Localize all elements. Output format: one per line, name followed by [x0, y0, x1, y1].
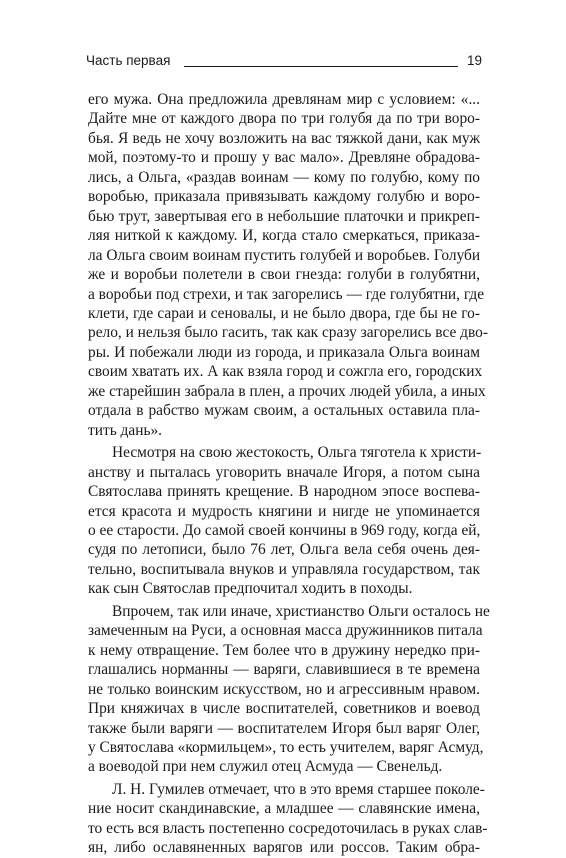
section-title: Часть первая: [86, 53, 171, 68]
text-line: ляя ниткой к каждому. И, когда стало смеркаться, приказа-: [88, 227, 480, 245]
text-line: лись, а Ольга, «раздав воинам — кому по голубю, кому по: [88, 168, 480, 186]
text-line: его мужа. Она предложила древлянам мир с условием: «...: [88, 91, 480, 108]
text-line: ян, либо ославяненных варягов или россов. Таким обра-: [88, 839, 480, 857]
text-line: бья. Я ведь не хочу возложить на вас тяжкой дани, как муж: [88, 129, 480, 147]
text-line: Святослава принять крещение. В народном эпосе воспева-: [88, 483, 480, 501]
text-line: ла Ольга своим воинам пустить голубей и воробьев. Голуби: [88, 246, 481, 264]
text-line: а воеводой при нем служил отец Асмуда — Свенельд.: [88, 758, 443, 776]
text-line: же старейшин забрала в плен, а прочих людей убила, а иных: [88, 382, 486, 400]
text-line: у Святослава «кормильцем», то есть учителем, варяг Асмуд,: [88, 738, 484, 756]
text-line: Дайте мне от каждого двора по три голубя да по три воро-: [88, 110, 480, 128]
text-line: ры. И побежали люди из города, и приказала Ольга воинам: [88, 343, 480, 361]
text-line: бью трут, завертывая его в небольшие платочки и прикреп-: [88, 207, 480, 225]
text-line: же и воробьи полетели в свои гнезда: голуби в голубятни,: [88, 266, 480, 284]
text-line: клети, где сараи и сеновалы, и не было двора, где бы не го-: [88, 304, 480, 322]
running-header: [86, 53, 482, 73]
paragraph: [88, 443, 480, 599]
paragraph: [88, 90, 488, 440]
text-line: тельно, воспитывала внуков и управляла государством, так: [88, 560, 480, 578]
text-line: тить дань».: [88, 421, 163, 439]
header-rule: [184, 66, 458, 67]
text-line: а воробьи под стрехи, и так загорелись — где голубятни, где: [88, 285, 485, 303]
text-line: также были варяги — воспитателем Игоря был варяг Олег,: [88, 719, 480, 737]
text-line: отдала в рабство мужам своим, а остальных оставила пла-: [88, 402, 480, 420]
text-line: воробью, приказала привязывать каждому голубю и воро-: [88, 188, 480, 206]
text-line: о ее старости. До самой своей кончины в 969 году, когда ей,: [88, 521, 481, 539]
text-line: мой, поэтому-то и прошу у вас мало». Древляне обрадова-: [88, 149, 480, 167]
text-line: анству и пыталась уговорить вначале Игоря, а потом сына: [88, 463, 480, 481]
text-line: не только воинским искусством, но и агрессивным нравом.: [88, 680, 480, 698]
text-line: к нему отвращение. Тем более что в дружину нередко при-: [88, 641, 480, 659]
text-line: ется красота и мудрость княгини и нигде не упоминается: [88, 502, 480, 520]
page-number: 19: [466, 53, 482, 68]
text-line: ние носит скандинавские, а младшее — славянские имена,: [88, 800, 480, 818]
text-line: судя по летописи, было 76 лет, Ольга вела себя очень дея-: [88, 541, 480, 559]
text-line: При княжичах в числе воспитателей, советников и воевод: [88, 700, 480, 718]
paragraph: [88, 780, 488, 858]
text-line: Несмотря на свою жестокость, Ольга тяготела к христи-: [112, 444, 482, 462]
text-line: рело, и нельзя было гасить, так как сразу загорелись все дво-: [88, 324, 488, 342]
text-line: глашались норманны — варяги, славившиеся в те времена: [88, 661, 480, 679]
paragraph: [88, 602, 490, 777]
text-line: Л. Н. Гумилев отмечает, что в это время старшее поколе-: [112, 780, 485, 798]
text-line: то есть вся власть постепенно сосредоточилась в руках слав-: [88, 819, 488, 837]
body-text: [88, 90, 490, 858]
text-line: Впрочем, так или иначе, христианство Ольги осталось не: [112, 602, 490, 620]
text-line: своим хватать их. А как взяла город и сожгла его, городских: [88, 363, 483, 381]
text-line: как сын Святослав предпочитал ходить в походы.: [88, 580, 413, 598]
text-line: замеченным на Руси, а основная масса дружинников питала: [88, 622, 483, 640]
